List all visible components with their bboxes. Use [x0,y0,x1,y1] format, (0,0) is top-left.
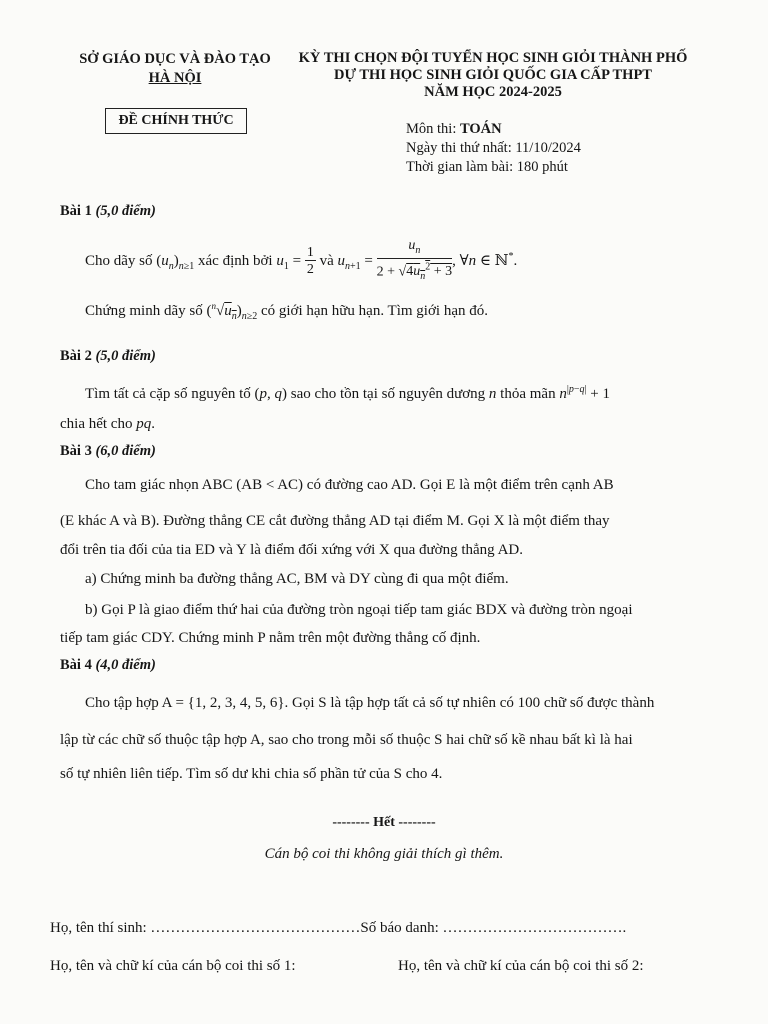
sequence-notation: $(u_n)_{n\ge 1}$ [156,253,195,273]
problem-3-line2: (E khác A và B). Đường thẳng CE cắt đường thẳng AD tại điểm M. Gọi X là một điểm thay [60,513,610,529]
problem-4-title [60,657,156,674]
problem-3-line3: đổi trên tia đối của tia ED và Y là điểm đối xứng với X qua đường thẳng AD. [60,542,524,558]
problem-4-line2: lập từ các chữ số thuộc tập hợp A, sao cho trong mỗi số thuộc S hai chữ số kề nhau bất kì là hai [60,732,633,748]
problem-4-points: (4,0 điểm) [95,657,156,673]
nth-root-sequence: $(^n√u_n)_{n\ge 2}$ [206,301,258,322]
end-marker: -------- Hết -------- [332,815,436,830]
problem-3-points: (6,0 điểm) [95,443,156,459]
problem-1-text-a: Cho dãy số [85,253,157,270]
problem-3-part-b-line1: b) Gọi P là giao điểm thứ hai của đường tròn ngoại tiếp tam giác BDX và đường tròn ngoại [85,602,633,618]
problem-1-title [60,203,156,220]
exam-title-line1: KỲ THI CHỌN ĐỘI TUYỂN HỌC SINH GIỎI THÀNH PHỐ [298,50,688,66]
exam-header [288,50,698,101]
exam-info [406,120,581,177]
exam-duration: Thời gian làm bài: 180 phút [406,159,568,175]
problem-2-label: Bài 2 [60,348,92,364]
subject-label: Môn thi: [406,121,460,137]
official-badge: ĐỀ CHÍNH THỨC [105,108,247,134]
problem-2-text-a: Tìm tất cả cặp số nguyên tố [85,386,255,402]
problem-1-question [85,296,705,327]
problem-3-title [60,443,156,460]
exam-title-line2: DỰ THI HỌC SINH GIỎI QUỐC GIA CẤP THPT [334,67,652,83]
problem-1-statement: Cho dãy số $(u_n)_{n\ge 1}$ xác định bởi $u_1$ = $\frac{1}{2}$ và $u_{n+1}$ = $\frac{u_n}{2 + √4u_n^2 + 3}$ , ∀n ∈ ℕ*. [85,238,705,285]
problem-2-text-b: sao cho tồn tại số nguyên dương [287,386,489,402]
problem-2-title [60,348,156,365]
school-year: NĂM HỌC 2024-2025 [424,84,562,100]
problem-1-points: (5,0 điểm) [95,203,156,219]
city-name: HÀ NỘI [148,70,202,86]
department-name: SỞ GIÁO DỤC VÀ ĐÀO TẠO [79,51,271,67]
exam-date: Ngày thi thứ nhất: 11/10/2024 [406,140,581,156]
subject-name: TOÁN [459,121,502,137]
problem-3-part-b-line2: tiếp tam giác CDY. Chứng minh P nằm trên một đường thẳng cố định. [60,630,481,646]
recurrence-fraction: $\frac{u_n}{2 + √4u_n^2 + 3}$ [376,238,453,283]
problem-3-part-a: a) Chứng minh ba đường thẳng AC, BM và DY cùng đi qua một điểm. [85,571,509,587]
proctor-note: Cán bộ coi thi không giải thích gì thêm. [264,846,504,862]
problem-4-line1: Cho tập hợp A = {1, 2, 3, 4, 5, 6}. Gọi S là tập hợp tất cả số tự nhiên có 100 chữ số được thành [85,695,655,711]
proctor-2-label: Họ, tên và chữ kí của cán bộ coi thi số 2: [398,958,644,974]
problem-1-text-c: và [315,253,338,270]
problem-1-question-b: có giới hạn hữu hạn. Tìm giới hạn đó. [257,303,488,319]
problem-2-text-d: chia hết cho [60,416,137,432]
candidate-info-line: Họ, tên thí sinh: ……………………………………Số báo danh: ………………………………. [50,920,627,936]
proctor-1-label: Họ, tên và chữ kí của cán bộ coi thi số 1: [50,958,296,974]
problem-1-label: Bài 1 [60,203,92,219]
department-header [60,50,290,88]
problem-1-text-b: xác định bởi [194,253,277,270]
problem-4-label: Bài 4 [60,657,92,673]
problem-2-line2: chia hết cho pq. [60,416,155,432]
problem-4-line3: số tự nhiên liên tiếp. Tìm số dư khi chia số phần tử của S cho 4. [60,766,443,782]
problem-1-question-a: Chứng minh dãy số [85,303,207,319]
problem-2-line1: Tìm tất cả cặp số nguyên tố (p, q) sao cho tồn tại số nguyên dương n thỏa mãn $n^{|p-q|} + 1$ [85,384,610,402]
problem-2-points: (5,0 điểm) [95,348,156,364]
fraction-one-half: $\frac{1}{2}$ [306,245,314,278]
problem-3-line1: Cho tam giác nhọn ABC (AB < AC) có đường cao AD. Gọi E là một điểm trên cạnh AB [85,477,614,493]
problem-2-text-c: thỏa mãn [496,386,560,402]
problem-3-label: Bài 3 [60,443,92,459]
